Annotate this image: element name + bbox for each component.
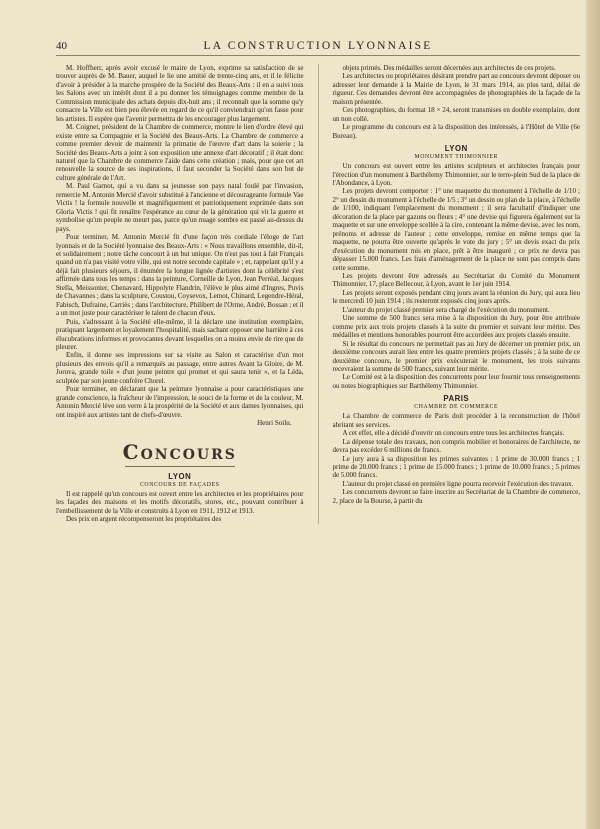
paragraph: Les concurrents devront se faire inscrire au Secrétariat de la Chambre de commerce, 2, place de la Bourse, à partir du bbox=[332, 488, 580, 505]
paris-subheading: CHAMBRE DE COMMERCE bbox=[414, 404, 499, 411]
binding-gutter bbox=[586, 0, 600, 829]
paragraph: La dépense totale des travaux, non compris mobilier et honoraires de l'architecte, ne devra pas excéder 6 millions de francs. bbox=[332, 437, 580, 455]
page-number: 40 bbox=[56, 40, 67, 52]
paragraph: Les projets seront exposés pendant cinq jours avant la réunion du Jury, qui aura lieu le mercredi 10 juin 1914 ; ils resteront exposés cinq jours après. bbox=[332, 288, 580, 306]
paragraph: Les projets devront être adressés au Secrétariat du Comité du Monument Thimonnier, 17, place Bellecour, à Lyon, avant le 1er juin 1914. bbox=[332, 271, 580, 289]
paragraph: Une somme de 500 francs sera mise à la disposition du Jury, pour être attribuée comme prix aux trois projets classés à la suite du premier et suivant leur mérite. Des médailles et mentions honorables pourront être accordées aux projets classés ensuite. bbox=[332, 314, 580, 340]
paragraph: Pour terminer, M. Antonin Mercié fit d'une façon très cordiale l'éloge de l'art lyonnais et de la Société lyonnaise des Beaux-Arts : « Nous travaillons ensemble, dit-il, et solidairement ; notre tâche concourt à un but unique. On n'est pas tout à fait Français quand on n'a pas visité votre ville, qui est notre seconde capitale » ; et, rappelant qu'il y a déjà fait plusieurs séjours, il énumère la longue lignée d'artistes dont la célébrité s'est affirmée dans tous les temps : dans la peinture, Corneille de Lyon, Jean Perréal, Jacques Stella, Meissonier, Chenavard, Hippolyte Flandrin, l'élève le plus aimé d'Ingres, Puvis de Chavannes ; dans la sculpture, Coustou, Coysevox, Lemot, Chinard, Legendre-Héral, Fabisch, Dufraine, Carriès ; dans l'architecture, Philibert de l'Orme, André, Bossan ; et il a un mot juste pour caractériser le talent de chacun d'eux. bbox=[56, 233, 304, 318]
running-title: LA CONSTRUCTION LYONNAISE bbox=[203, 40, 433, 52]
lyon-heading: LYON bbox=[168, 472, 192, 482]
paragraph: M. Paul Garnot, qui a vu dans sa jeunesse son pays natal foulé par l'invasion, remercie M. Antonin Mercié d'avoir substitué à l'ancienne et décourageante formule Vae Victis ! la formule nouvelle et magnifiquement et patriotiquement exprimée dans son Gloria Victis ! qui fit renaître l'espérance au cœur de la génération qui vit la guerre et symbolise qu'un peuple ne meurt pas, parce qu'un nuage sombre est passé au-dessus du pays. bbox=[56, 182, 304, 233]
paragraph: Enfin, il donne ses impressions sur sa visite au Salon et caractérise d'un mot plusieurs des envois qu'il a remarqués au passage, entre autres Avant la Gloire, de M. Joruva, grande toile « d'un jeune peintre qui promet et qui saura tenir », et la Léda, sculptée par son jeune confrère Chorel. bbox=[56, 351, 304, 385]
column-divider bbox=[318, 64, 319, 524]
author-signature: Henri Soilu. bbox=[257, 419, 292, 428]
paragraph: Il est rappelé qu'un concours est ouvert entre les architectes et les propriétaires pour les façades des maisons et les motifs décoratifs, stores, etc., pouvant contribuer à l'embellissement de la Ville et construits à Lyon en 1911, 1912 et 1913. bbox=[56, 490, 304, 515]
paragraph: Les projets devront comporter : 1° une maquette du monument à l'échelle de 1/10 ; 2° un dessin du monument à l'échelle de 1/5 ; 3° un dessin ou plan de la place, à l'échelle de 1/100, indiquant l'emplacement du monument ; il sera facultatif d'indiquer une décoration de la place par gazons ou fleurs ; 4° une devise qui figurera également sur la maquette et sur une enveloppe scellée à la cire, contenant la même devise, avec les nom, prénoms et adresse de l'auteur ; cette enveloppe, remise en même temps que la maquette, ne pourra être ouverte qu'après le vote du jury ; 5° un devis exact du prix d'exécution du monument mis en place, prêt à être inauguré ; ce prix ne devra pas dépasser 15.000 francs. Les frais d'aménagement de la place ne sont pas compris dans cette somme. bbox=[332, 187, 580, 272]
lyon-subheading: MONUMENT THIMONNIER bbox=[414, 154, 498, 161]
paris-heading: PARIS bbox=[443, 394, 470, 404]
section-title: Concours bbox=[122, 440, 237, 465]
paragraph: A cet effet, elle a décidé d'ouvrir un concours entre tous les architectes français. bbox=[342, 429, 565, 438]
paragraph: M. Coignet, président de la Chambre de commerce, montre le lien d'ordre élevé qui existe entre sa Compagnie et la Société des Beaux-Arts. La Chambre de commerce a comme premier devoir de maintenir la primatie de l'œuvre d'art dans la soierie ; la Société des Beaux-Arts a joint à son exposition une annexe d'art décoratif ; il était donc naturel que la Chambre de commerce l'aide dans cette création ; mais, pour que cet art renouvelle la source de ses inspirations, il faut seconder la Société dans son but de culture générale de l'Art. bbox=[56, 123, 304, 182]
lyon-subheading: CONCOURS DE FAÇADES bbox=[139, 482, 220, 489]
paragraph: L'auteur du projet classé en première ligne pourra recevoir l'exécution des travaux. bbox=[342, 479, 574, 488]
paragraph: Pour terminer, en déclarant que la peinture lyonnaise a pour caractéristiques une grande conscience, la fraîcheur de l'impression, le souci de la forme et de la couleur, M. Antonin Mercié lève son verre à la prospérité de la Société et aux dames lyonnaises, qui ont inspiré aux artistes tant de chefs-d'œuvre. bbox=[56, 385, 304, 419]
paragraph: Les architectes ou propriétaires désirant prendre part au concours devront déposer ou adresser leur demande à la Mairie de Lyon, le 31 mars 1914, au plus tard, délai de rigueur. Ces demandes devront être accompagnées de photographies de la façade de la maison présentée. bbox=[332, 72, 580, 106]
paragraph: La Chambre de commerce de Paris doit procéder à la reconstruction de l'hôtel abritant ses services. bbox=[332, 412, 580, 429]
left-column bbox=[56, 64, 304, 524]
paragraph: Puis, s'adressant à la Société elle-même, il la déclare une institution exemplaire, pratiquant largement et loyalement l'hospitalité, mais sachant opposer une barrière à ces élucubrations informes et provocantes devant lesquelles on a moins envie de rire que de pleurer. bbox=[56, 317, 304, 351]
paragraph: Ces photographies, du format 18 × 24, seront transmises en double exemplaire, dont un non collé. bbox=[332, 106, 580, 123]
paragraph: L'auteur du projet classé premier sera chargé de l'exécution du monument. bbox=[342, 305, 550, 314]
paragraph: Si le résultat du concours ne permettait pas au Jury de décerner un premier prix, un deuxième concours aurait lieu entre les quatre premiers projets classés ; à la suite de ce deuxième concours, le premier prix exécuterait le monument, les trois suivants recevraient la somme de 500 francs, suivant leur mérite. bbox=[332, 339, 580, 373]
paragraph: M. Hoffherr, après avoir excusé le maire de Lyon, exprime sa satisfaction de se trouver auprès de M. Bauer, auquel le lie une amitié de trente-cinq ans, et il le félicite d'avoir à présider à la marche prospère de la Société des Beaux-Arts : il en a suivi tous les Salons avec un intérêt dont il a pu donner les témoignages comme membre de la Commission municipale des achats depuis dix-huit ans ; il reconnaît que la somme qu'y consacre la Ville est bien peu élevée en regard de ce qu'il conviendrait qu'on fasse pour les artistes. Il espère que l'avenir permettra de les encourager plus largement. bbox=[56, 64, 304, 123]
paragraph: Le Comité est à la disposition des concurrents pour leur fournir tous renseignements ou notes biographiques sur Barthélemy Thimonnier. bbox=[332, 373, 580, 390]
article-columns bbox=[56, 64, 580, 524]
paragraph: objets primés. Des médailles seront décernées aux architectes de ces projets. bbox=[342, 64, 556, 72]
paragraph: Des prix en argent récompenseront les propriétaires des bbox=[66, 515, 222, 524]
paragraph: Un concours est ouvert entre les artistes sculpteurs et architectes français pour l'érection d'un monument à Barthélemy Thimonnier, sur le terre-plein Sud de la place de l'Abondance, à Lyon. bbox=[332, 162, 580, 187]
right-column bbox=[332, 64, 580, 524]
ornament-divider bbox=[56, 466, 304, 467]
paragraph: Le programme du concours est à la disposition des intéressés, à l'Hôtel de Ville (6e Bureau). bbox=[332, 123, 580, 140]
lyon-heading: LYON bbox=[444, 144, 468, 154]
page-header bbox=[56, 40, 580, 56]
paragraph: Le jury aura à sa disposition les primes suivantes : 1 prime de 30.000 francs ; 1 prime de 20.000 francs ; 1 prime de 15.000 francs ; 1 prime de 10.000 francs ; 5 primes de 5.000 francs. bbox=[332, 454, 580, 480]
